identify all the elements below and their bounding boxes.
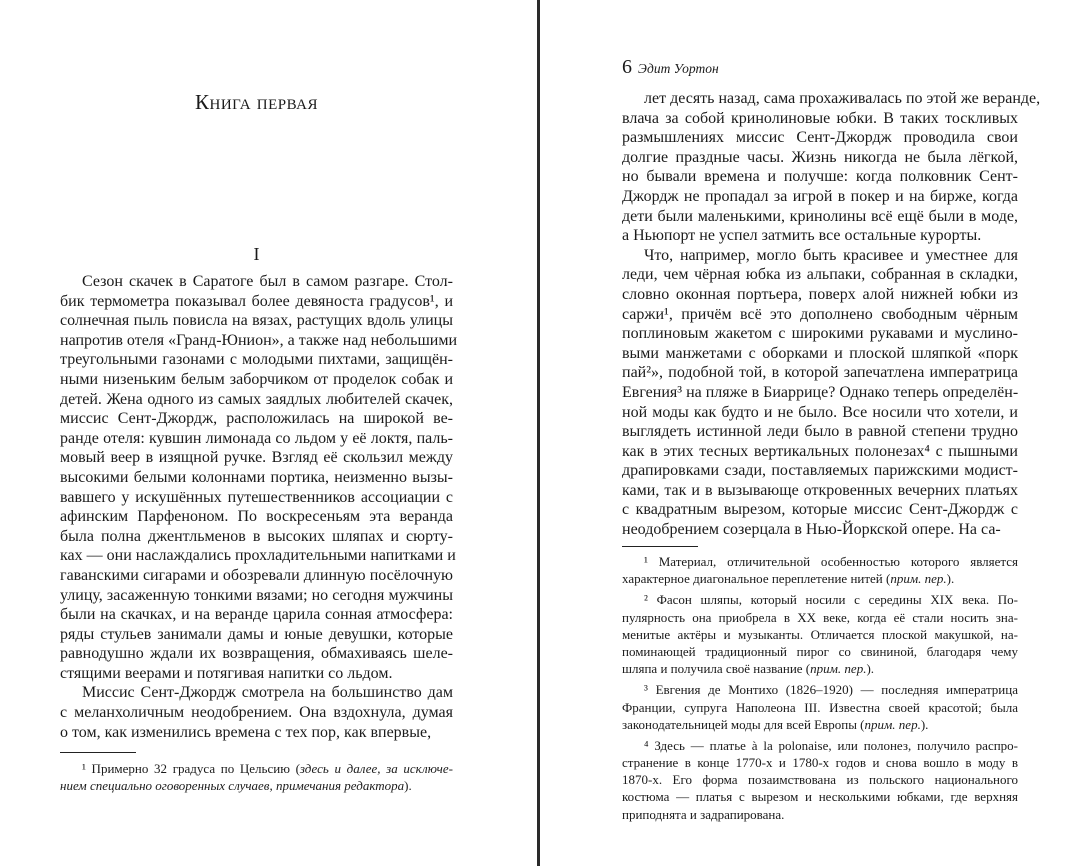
text-line: треугольными газонами с молодыми пихтами, защищён-: [60, 351, 453, 369]
text-line: Что, например, могло быть красивее и уместнее для: [644, 246, 1018, 264]
text-line: напротив отеля «Гранд-Юнион», а также над небольшими: [60, 331, 458, 349]
footnote-text: поминающей традиционный пирог со свининой, благодаря чему: [622, 643, 1018, 659]
text-line: Джордж не пропадал за игрой в покер и на бирже, когда: [622, 187, 1018, 205]
text-line: высокими белыми колоннами портика, неизменно вызы-: [60, 468, 453, 486]
text-line: мовый веер в изящной ручке. Взгляд её скользил между: [60, 449, 453, 467]
text-line: афинским Парфеноном. По воскресеньям эта веранда: [60, 508, 453, 526]
text-line: саржи¹, причём всё это дополнено свободным чёрным: [622, 305, 1018, 323]
footnote-text: приподнята и задрапирована.: [622, 806, 785, 822]
footnote-text: странение в конце 1770-х и 1780-х годов и снова вошло в моду в: [622, 755, 1018, 771]
footnote-text: пулярность она приобрела в XX веке, когда её стали носить зна-: [622, 609, 1018, 625]
text-line: словно оконная портьера, поверх алой нижней юбки из: [622, 285, 1018, 303]
text-line: лет десять назад, сама прохаживалась по этой же веранде,: [644, 90, 1041, 107]
page-gutter-divider: [537, 0, 540, 866]
text-line: гаванскими сигарами и обозревали длинную посёлочную: [60, 566, 453, 584]
page-number: 6: [622, 56, 632, 78]
footnote-text: ² Фасон шляпы, который носили с середины XIX века. По-: [644, 592, 1018, 608]
footnote-line: [622, 699, 1018, 716]
footnote-line: [622, 660, 1018, 677]
text-line: равнодушно ждали их возвращения, обмахиваясь шеле-: [60, 645, 453, 663]
footnote-line: [622, 570, 1018, 587]
footnote-line: [622, 591, 1018, 608]
footnote-text: Франции, супруга Наполеона III. Известна своей красотой; была: [622, 699, 1018, 715]
text-line: Миссис Сент-Джордж смотрела на большинство дам: [82, 684, 453, 702]
text-line: ной моды как будто и не было. Все носили что хотели, и: [622, 403, 1018, 421]
text-line: а Ньюпорт не успел затмить все остальные курорты.: [622, 227, 982, 245]
text-line: драпировками сзади, поставляемых парижскими модист-: [622, 462, 1018, 480]
footnote-rule: [622, 546, 698, 547]
text-line: была полна джентльменов в высоких шляпах и сюрту-: [60, 527, 453, 545]
footnote-italic-text: прим. пер.: [864, 716, 921, 732]
text-line: бик термометра показывал более девяноста градусов¹, и: [60, 292, 453, 310]
footnote-text: характерное диагональное переплетение нитей (: [622, 571, 891, 587]
footnote-italic-text: прим. пер.: [810, 661, 867, 677]
footnote-text: менитые актёры и музыканты. Отличается плоской макушкой, на-: [622, 626, 1018, 642]
text-line: стящими веерами и потягивая напитки со льдом.: [60, 664, 393, 682]
footnote-line: [622, 681, 1018, 698]
text-line: миссис Сент-Джордж, расположилась на широкой ве-: [60, 410, 453, 428]
footnote-rule: [60, 752, 136, 753]
footnote-line: [622, 754, 1018, 771]
footnote-text: ¹ Примерно 32 градуса по Цельсию (: [82, 761, 300, 776]
footnote-text: законодательницей моды для всей Европы (: [622, 716, 865, 732]
running-head-author: Эдит Уортон: [638, 61, 719, 76]
footnote-text: 1870-х. Его форма позаимствована из польского национального: [622, 772, 1018, 788]
text-line: долгие праздные часы. Жизнь никогда не была лёгкой,: [622, 148, 1018, 166]
book-title: Книга первая: [194, 90, 319, 114]
text-line: с квадратным вырезом, которые миссис Сент-Джордж с: [622, 501, 1018, 519]
footnote-line: [60, 777, 453, 794]
text-line: ранде отеля: кувшин лимонада со льдом у её локтя, паль-: [60, 429, 453, 447]
text-line: влача за собой кринолиновые юбки. В таких тоскливых: [622, 109, 1018, 127]
text-line: ными низеньким белым заборчиком от проделок собак и: [60, 370, 453, 388]
text-line: но бывали времена и получше: когда полковник Сент-: [622, 168, 1018, 186]
text-line: леди, чем чёрная юбка из альпаки, собранная в складки,: [622, 266, 1018, 284]
text-line: о том, как изменились времена с тех пор, как впервые,: [60, 723, 432, 741]
footnote-italic-text: нием специально оговоренных случаев, примечания редактора: [60, 778, 405, 794]
text-line: дети были маленькими, кринолины всё ещё были в моде,: [622, 207, 1018, 225]
left-page-body: [60, 272, 458, 742]
footnote-text: костюма — платья с вырезом и несколькими юбками, где верхняя: [622, 789, 1018, 805]
footnote-text: ).: [866, 661, 875, 677]
footnote-line: [622, 806, 1018, 823]
footnote-text: шляпа и получила своё название (: [622, 661, 811, 677]
right-page-footnotes: [622, 553, 1018, 823]
text-line: Евгения³ на пляже в Биаррице? Однако теперь определён-: [622, 383, 1019, 401]
footnote-line: [622, 716, 1018, 733]
chapter-number: I: [253, 244, 260, 264]
footnote-line: [60, 760, 453, 777]
text-line: были на скачках, и на веранде царила сонная атмосфера:: [60, 606, 453, 624]
text-line: ках — они наслаждались прохладительными напитками и: [60, 547, 456, 565]
text-line: выми манжетами с оборками и плоской шляпкой «порк: [622, 344, 1018, 362]
footnote-line: [622, 771, 1018, 788]
text-line: детей. Жена одного из самых заядлых любителей скачек,: [60, 390, 453, 408]
footnote-text: ).: [946, 571, 955, 587]
text-line: солнечная пыль повисла на вязах, растущих вдоль улицы: [60, 312, 453, 330]
text-line: пай²», подобной той, в которой запечатлена императрица: [622, 364, 1018, 382]
footnote-text: ³ Евгения де Монтихо (1826–1920) — последняя императрица: [644, 682, 1018, 698]
footnote-text: ).: [404, 778, 412, 794]
footnote-line: [622, 788, 1018, 805]
text-line: ками, так и в вызывающе откровенных вечерних платьях: [622, 481, 1018, 499]
footnote-line: [622, 643, 1018, 660]
text-line: выглядеть истинной леди было в равной степени трудно: [622, 423, 1018, 441]
text-line: вавшего у искушённых путешественников ассоциации с: [60, 488, 453, 506]
footnote-line: [622, 609, 1018, 626]
footnote-italic-text: здесь и далее, за исключе-: [299, 761, 453, 776]
footnote-line: [622, 626, 1018, 643]
footnote-line: [622, 553, 1018, 570]
right-page-body: [622, 89, 1041, 540]
text-line: улицу, засаженную тонкими вязами; но сегодня мужчины: [60, 586, 453, 604]
footnote-italic-text: прим. пер.: [890, 571, 947, 587]
text-line: неодобрением созерцала в Нью-Йоркской опере. На са-: [622, 521, 1001, 539]
text-line: поплиновым жакетом с широкими рукавами и муслино-: [622, 325, 1018, 343]
text-line: размышлениях миссис Сент-Джордж проводила свои: [622, 129, 1018, 147]
text-line: как в этих тесных вертикальных полонезах⁴ с пышными: [622, 442, 1018, 460]
text-line: с меланхоличным неодобрением. Она вздохнула, думая: [60, 704, 453, 722]
footnote-text: ).: [920, 716, 929, 732]
running-header: [622, 56, 719, 79]
footnote-line: [622, 737, 1018, 754]
footnote-text: ¹ Материал, отличительной особенностью которого является: [644, 554, 1018, 569]
left-page-footnotes: [60, 760, 453, 794]
footnote-text: ⁴ Здесь — платье à la polonaise, или полонез, получило распро-: [644, 737, 1018, 753]
text-line: Сезон скачек в Саратоге был в самом разгаре. Стол-: [82, 273, 453, 290]
text-line: ряды стульев занимали дамы и юные девушки, которые: [60, 625, 453, 643]
